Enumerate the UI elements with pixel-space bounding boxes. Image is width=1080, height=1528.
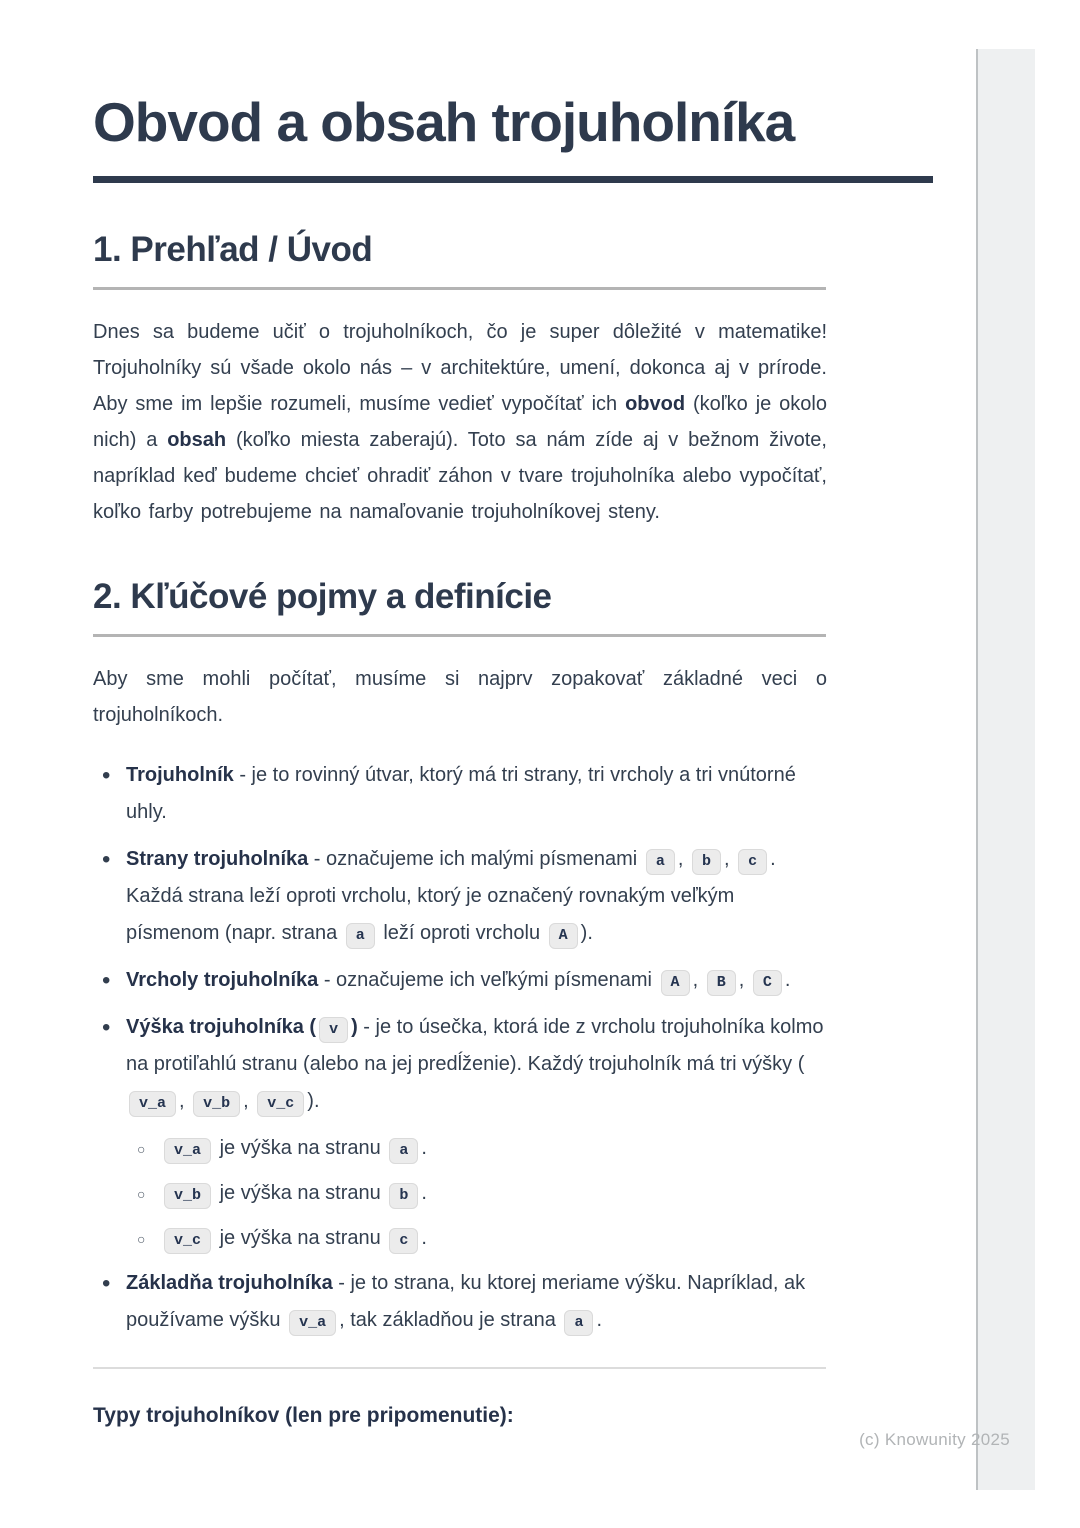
bold-term: obvod bbox=[625, 393, 686, 415]
document-page bbox=[93, 0, 827, 1431]
code-chip: C bbox=[753, 970, 782, 996]
key-terms-paragraph: Aby sme mohli počítať, musíme si najprv zopakovať základné veci o trojuholníkoch. bbox=[93, 668, 827, 726]
title-underline bbox=[93, 176, 933, 183]
code-chip: v_b bbox=[164, 1183, 211, 1209]
bold-term: Trojuholník bbox=[126, 764, 234, 786]
heading-underline bbox=[93, 287, 826, 290]
bold-term: ) bbox=[351, 1016, 358, 1038]
section-intro bbox=[93, 227, 827, 530]
bullet-item: • Trojuholník - je to rovinný útvar, ktorý má tri strany, tri vrcholy a tri vnútorné uhly. bbox=[93, 757, 827, 831]
code-chip: a bbox=[564, 1310, 593, 1336]
code-chip: b bbox=[692, 849, 721, 875]
section-divider bbox=[93, 1367, 826, 1369]
heading-underline bbox=[93, 634, 826, 637]
sub-bullet-item: ○ v_c je výška na stranu c . bbox=[93, 1220, 827, 1257]
bullet-item: • Strany trojuholníka - označujeme ich malými písmenami a , b , c . Každá strana leží oproti vrcholu, ktorý je označený rovnakým veľkým písmenom (napr. strana a leží oproti vrcholu A ). bbox=[93, 841, 827, 952]
code-chip: b bbox=[389, 1183, 418, 1209]
key-terms-list bbox=[93, 757, 827, 1339]
bold-term: Strany trojuholníka bbox=[126, 848, 309, 870]
section-intro-heading: 1. Prehľad / Úvod bbox=[93, 230, 373, 269]
scrollbar-track[interactable] bbox=[976, 49, 1035, 1490]
section-key-terms-heading: 2. Kľúčové pojmy a definície bbox=[93, 577, 552, 616]
section-key-terms bbox=[93, 574, 827, 1339]
code-chip: A bbox=[549, 923, 578, 949]
code-chip: v_c bbox=[257, 1091, 304, 1117]
code-chip: v_b bbox=[193, 1091, 240, 1117]
code-chip: v_c bbox=[164, 1228, 211, 1254]
page-title: Obvod a obsah trojuholníka bbox=[93, 91, 795, 153]
triangle-types-heading: Typy trojuholníkov (len pre pripomenutie): bbox=[93, 1404, 514, 1427]
code-chip: c bbox=[738, 849, 767, 875]
code-chip: v_a bbox=[164, 1138, 211, 1164]
bullet-item: • Vrcholy trojuholníka - označujeme ich veľkými písmenami A , B , C . bbox=[93, 962, 827, 999]
code-chip: a bbox=[346, 923, 375, 949]
code-chip: v bbox=[319, 1017, 348, 1043]
code-chip: v_a bbox=[129, 1091, 176, 1117]
code-chip: a bbox=[389, 1138, 418, 1164]
code-chip: c bbox=[389, 1228, 418, 1254]
code-chip: a bbox=[646, 849, 675, 875]
bullet-item: • Základňa trojuholníka - je to strana, ku ktorej meriame výšku. Napríklad, ak používame výšku v_a , tak základňou je strana a . bbox=[93, 1265, 827, 1339]
code-chip: v_a bbox=[289, 1310, 336, 1336]
code-chip: A bbox=[661, 970, 690, 996]
intro-paragraph: Dnes sa budeme učiť o trojuholníkoch, čo je super dôležité v matematike! Trojuholníky sú všade okolo nás – v architektúre, umení, dokonca aj v prírode. Aby sme im lepšie rozumeli, musíme vedieť vypočítať ich obvod (koľko je okolo nich) a obsah (koľko miesta zaberajú). Toto sa nám zíde aj v bežnom živote, napríklad keď budeme chcieť ohradiť záhon v tvare trojuholníka alebo vypočítať, koľko farby potrebujeme na namaľovanie trojuholníkovej steny. bbox=[93, 321, 827, 523]
bold-term: Základňa trojuholníka bbox=[126, 1272, 333, 1294]
code-chip: B bbox=[707, 970, 736, 996]
sub-bullet-item: ○ v_a je výška na stranu a . bbox=[93, 1130, 827, 1167]
copyright-footer: (c) Knowunity 2025 bbox=[859, 1430, 1010, 1449]
sub-bullet-item: ○ v_b je výška na stranu b . bbox=[93, 1175, 827, 1212]
bold-term: Vrcholy trojuholníka bbox=[126, 969, 319, 991]
bold-term: Výška trojuholníka ( bbox=[126, 1016, 317, 1038]
bullet-item: • Výška trojuholníka ( v ) - je to úsečka, ktorá ide z vrcholu trojuholníka kolmo na protiľahlú stranu (alebo na jej predĺženie). Každý trojuholník má tri výšky (v_a , v_b , v_c ). bbox=[93, 1009, 827, 1120]
bold-term: obsah bbox=[167, 429, 227, 451]
